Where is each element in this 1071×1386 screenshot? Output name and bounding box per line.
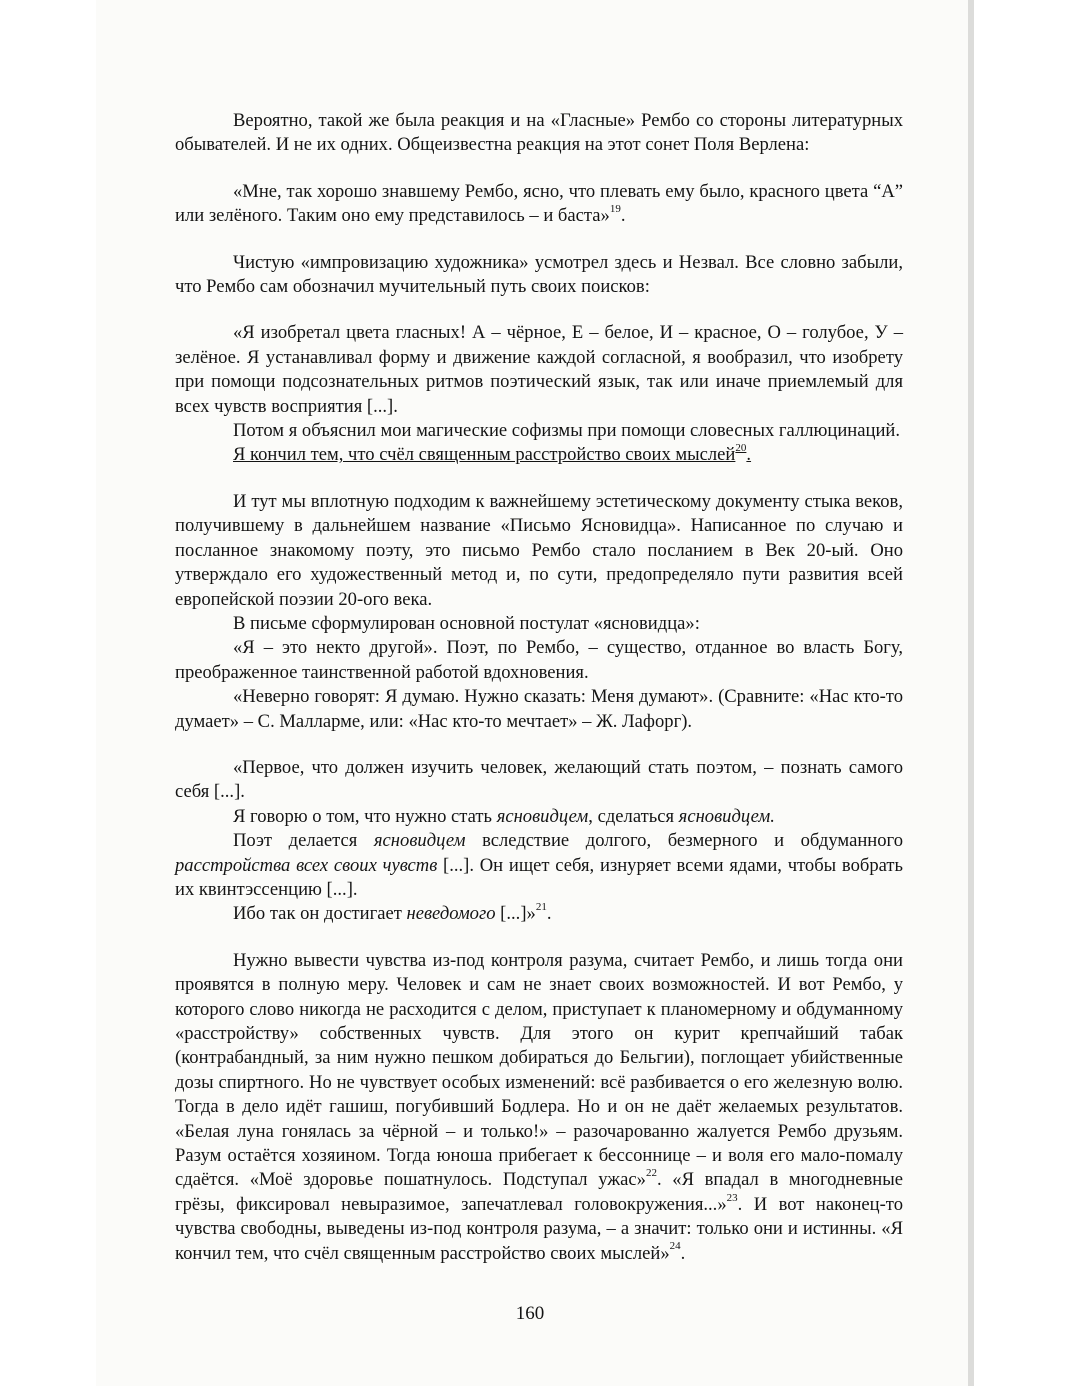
footnote-ref: 19: [609, 203, 621, 216]
paragraph: [175, 949, 903, 1266]
text-run: Я кончил тем, что счёл священным расстройство своих мыслей: [233, 444, 736, 466]
paragraph: [175, 109, 903, 158]
text-run: .: [546, 903, 552, 925]
text-run: [...]»: [495, 903, 536, 925]
text-run: Нужно вывести чувства из-под контроля разума, считает Рембо, и лишь тогда они проявятся в полную меру. Человек и сам не знает своих возможностей. И вот Рембо, у которого слово никогда не расходится с делом, приступает к планомерному и обдуманному «расстройству» собственных чувств. Для этого он курит крепчайший табак (контрабандный, за ним нужно пешком добираться до Бельгии), поглощает убийственные дозы спиртного. Но не чувствует особых изменений: всё разбивается о его железную волю. Тогда в дело идёт гашиш, погубивший Бодлера. Но и он не даёт желаемых результатов. «Белая луна гонялась за чёрной – и только!» – разочарованно жалуется Рембо друзьям. Разум остаётся хозяином. Тогда юноша прибегает к бессоннице – и воля его мало-помалу сдаётся. «Моё здоровье пошатнулось. Подступал ужас»: [175, 949, 903, 1191]
text-run: «Первое, что должен изучить человек, желающий стать поэтом, – познать самого себя [...].: [175, 756, 903, 803]
quote-paragraph: [175, 829, 903, 902]
footnote-ref: 23: [726, 1191, 738, 1204]
quote-paragraph: [175, 419, 903, 443]
text-run: И тут мы вплотную подходим к важнейшему эстетическому документу стыка веков, получившему в дальнейшем название «Письмо Ясновидца». Написанное по случаю и посланное знакомому поэту, это письмо Рембо стало посланием в Век 20-ый. Оно утверждало его художественный метод и, по сути, предопределяло пути развития всей европейской поэзии 20-ого века.: [175, 490, 903, 610]
text-run: , сделаться: [588, 805, 679, 827]
paragraph: [175, 490, 903, 612]
footnote-ref: 22: [645, 1167, 657, 1180]
text-run: «Неверно говорят: Я думаю. Нужно сказать: Меня думают». (Сравните: «Нас кто-то думает» – С. Малларме, или: «Нас кто-то мечтает» – Ж. Лафорг).: [175, 686, 903, 732]
quote-paragraph: [175, 902, 903, 926]
text-run: Я говорю о том, что нужно стать: [233, 805, 497, 827]
quote-paragraph: [175, 805, 903, 829]
text-run: Потом я объяснил мои магические софизмы при помощи словесных галлюцинаций.: [233, 420, 901, 442]
text-run: «Я изобретал цвета гласных! А – чёрное, Е – белое, И – красное, О – голубое, У – зелёное. Я устанавливал форму и движение каждой согласной, я вообразил, что изобрету при помощи подсознательных ритмов поэтический язык, так или иначе приемлемый для всех чувств восприятия [...].: [175, 322, 903, 417]
text-run: . «Я впадал в многодневные грёзы, фиксировал невыразимое, запечатлевал головокружения...»: [175, 1169, 904, 1215]
italic-text: неведомого: [406, 903, 496, 925]
text-run: .: [620, 205, 626, 227]
text-run: .: [680, 1242, 686, 1264]
italic-text: ясновидцем: [496, 805, 589, 827]
text-run: [...]. Он ищет себя, изнуряет всеми ядами, чтобы вобрать их квинтэссенцию [...].: [175, 854, 903, 900]
text-run: .: [746, 444, 752, 466]
quote-paragraph: [175, 180, 903, 229]
text-run: Вероятно, такой же была реакция и на «Гласные» Рембо со стороны литературных обывателей. И не их одних. Общеизвестна реакция на этот сонет Поля Верлена:: [175, 110, 903, 156]
quote-paragraph: [175, 321, 903, 419]
text-run: Чистую «импровизацию художника» усмотрел здесь и Незвал. Все словно забыли, что Рембо сам обозначил мучительный путь своих поисков:: [175, 251, 903, 298]
text-run: Ибо так он достигает: [233, 903, 407, 925]
paragraph: [175, 636, 903, 685]
footnote-ref: 20: [735, 442, 747, 455]
italic-text: ясновидцем: [373, 830, 466, 852]
quote-paragraph-underlined: [175, 443, 903, 467]
text-run: «Мне, так хорошо знавшему Рембо, ясно, что плевать ему было, красного цвета “А” или зелёного. Таким оно ему представилось – и баста»: [175, 180, 903, 227]
text-run: вследствие долгого, безмерного и обдуманного: [465, 830, 903, 852]
italic-text: ясновидцем.: [678, 805, 775, 827]
page-edge: [968, 0, 974, 1386]
quote-paragraph: [175, 756, 903, 805]
text-run: . И вот наконец-то чувства свободны, выведены из-под контроля разума, – а значит: только они и истинны. «Я кончил тем, что счёл священным расстройство своих мыслей»: [175, 1193, 903, 1264]
text-run: В письме сформулирован основной постулат «ясновидца»:: [233, 612, 700, 634]
paragraph: [175, 612, 903, 636]
footnote-ref: 24: [669, 1240, 681, 1253]
text-run: «Я – это некто другой». Поэт, по Рембо, – существо, отданное во власть Богу, преображенное таинственной работой вдохновения.: [175, 637, 903, 683]
footnote-ref: 21: [535, 901, 547, 914]
paragraph: [175, 685, 903, 734]
italic-text: расстройства всех своих чувств: [175, 854, 438, 876]
paragraph: [175, 251, 903, 300]
body-text: [175, 109, 903, 1266]
text-run: Поэт делается: [233, 830, 374, 852]
page-number: 160: [515, 1303, 545, 1324]
